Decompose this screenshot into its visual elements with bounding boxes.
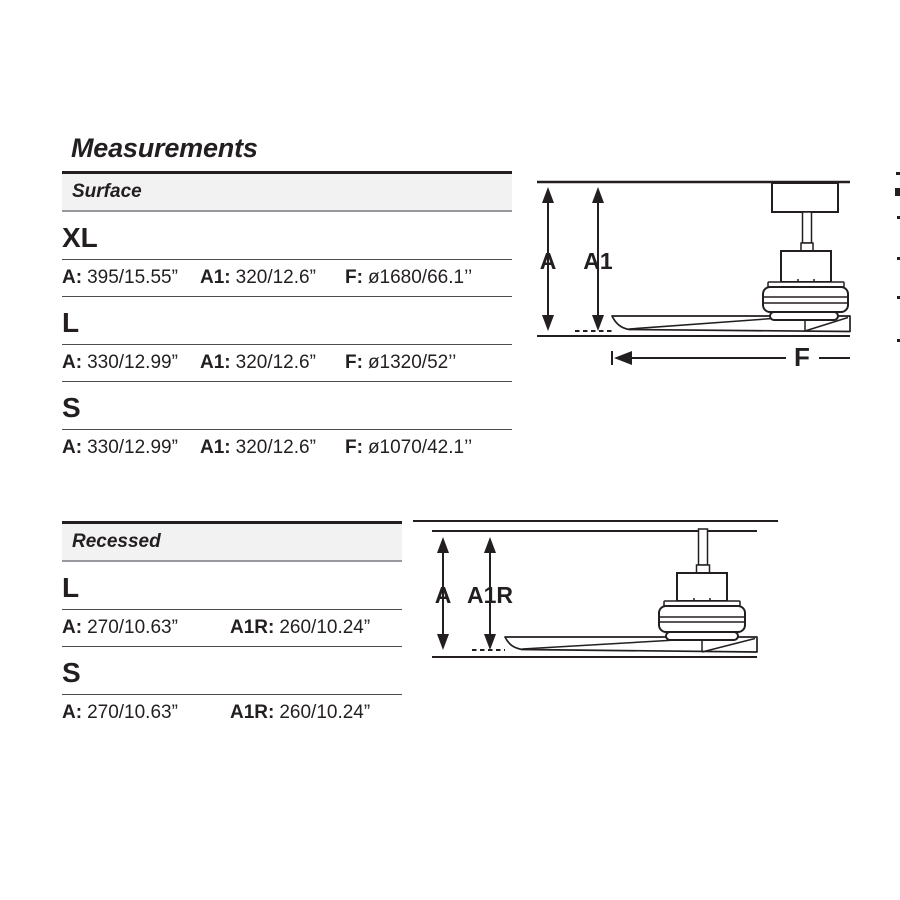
dimension-arrow-f: [612, 351, 850, 365]
dimension-label-a: A: [434, 582, 452, 608]
spec-a: A: 270/10.63”: [62, 702, 178, 723]
downrod-collar: [697, 565, 710, 573]
size-heading-s: S: [62, 647, 402, 695]
recessed-section-header: Recessed: [62, 521, 402, 562]
motor-drum: [659, 606, 745, 632]
spec-f: F: ø1070/42.1’’: [345, 437, 473, 458]
surface-fan-diagram: [530, 170, 860, 375]
motor-cap: [666, 632, 738, 640]
fan-downrod: [699, 529, 708, 565]
table-row: [62, 695, 402, 731]
recessed-fan-diagram: [400, 515, 780, 665]
page-title: Measurements: [71, 133, 258, 163]
recessed-measurements-table: [62, 521, 402, 731]
spec-a1r: A1R: 260/10.24”: [230, 617, 371, 638]
fan-motor: [781, 251, 831, 282]
spec-a1: A1: 320/12.6”: [200, 437, 316, 458]
spec-a1: A1: 320/12.6”: [200, 267, 316, 288]
table-row: [62, 260, 512, 297]
motor-drum: [763, 287, 848, 312]
dimension-label-a: A: [539, 248, 557, 274]
spec-a1: A1: 320/12.6”: [200, 352, 316, 373]
downrod-collar: [801, 243, 813, 251]
size-heading-s: S: [62, 382, 512, 430]
size-heading-xl: XL: [62, 212, 512, 260]
spec-f: F: ø1680/66.1’’: [345, 267, 473, 288]
fan-motor: [677, 573, 727, 601]
motor-cap: [770, 312, 838, 320]
table-row: [62, 345, 512, 382]
spec-a: A: 330/12.99”: [62, 437, 178, 458]
size-heading-l: L: [62, 297, 512, 345]
spec-a1r: A1R: 260/10.24”: [230, 702, 371, 723]
spec-a: A: 330/12.99”: [62, 352, 178, 373]
surface-measurements-table: [62, 171, 512, 466]
spec-a: A: 395/15.55”: [62, 267, 178, 288]
size-heading-l: L: [62, 562, 402, 610]
fan-canopy: [772, 183, 838, 212]
table-row: [62, 430, 512, 466]
spec-f: F: ø1320/52’’: [345, 352, 457, 373]
spec-a: A: 270/10.63”: [62, 617, 178, 638]
table-row: [62, 610, 402, 647]
dimension-label-a1: A1: [583, 248, 613, 274]
dimension-label-f: F: [794, 342, 810, 372]
dimension-label-a1r: A1R: [466, 582, 514, 608]
fan-downrod: [803, 212, 812, 243]
surface-section-header: Surface: [62, 171, 512, 212]
